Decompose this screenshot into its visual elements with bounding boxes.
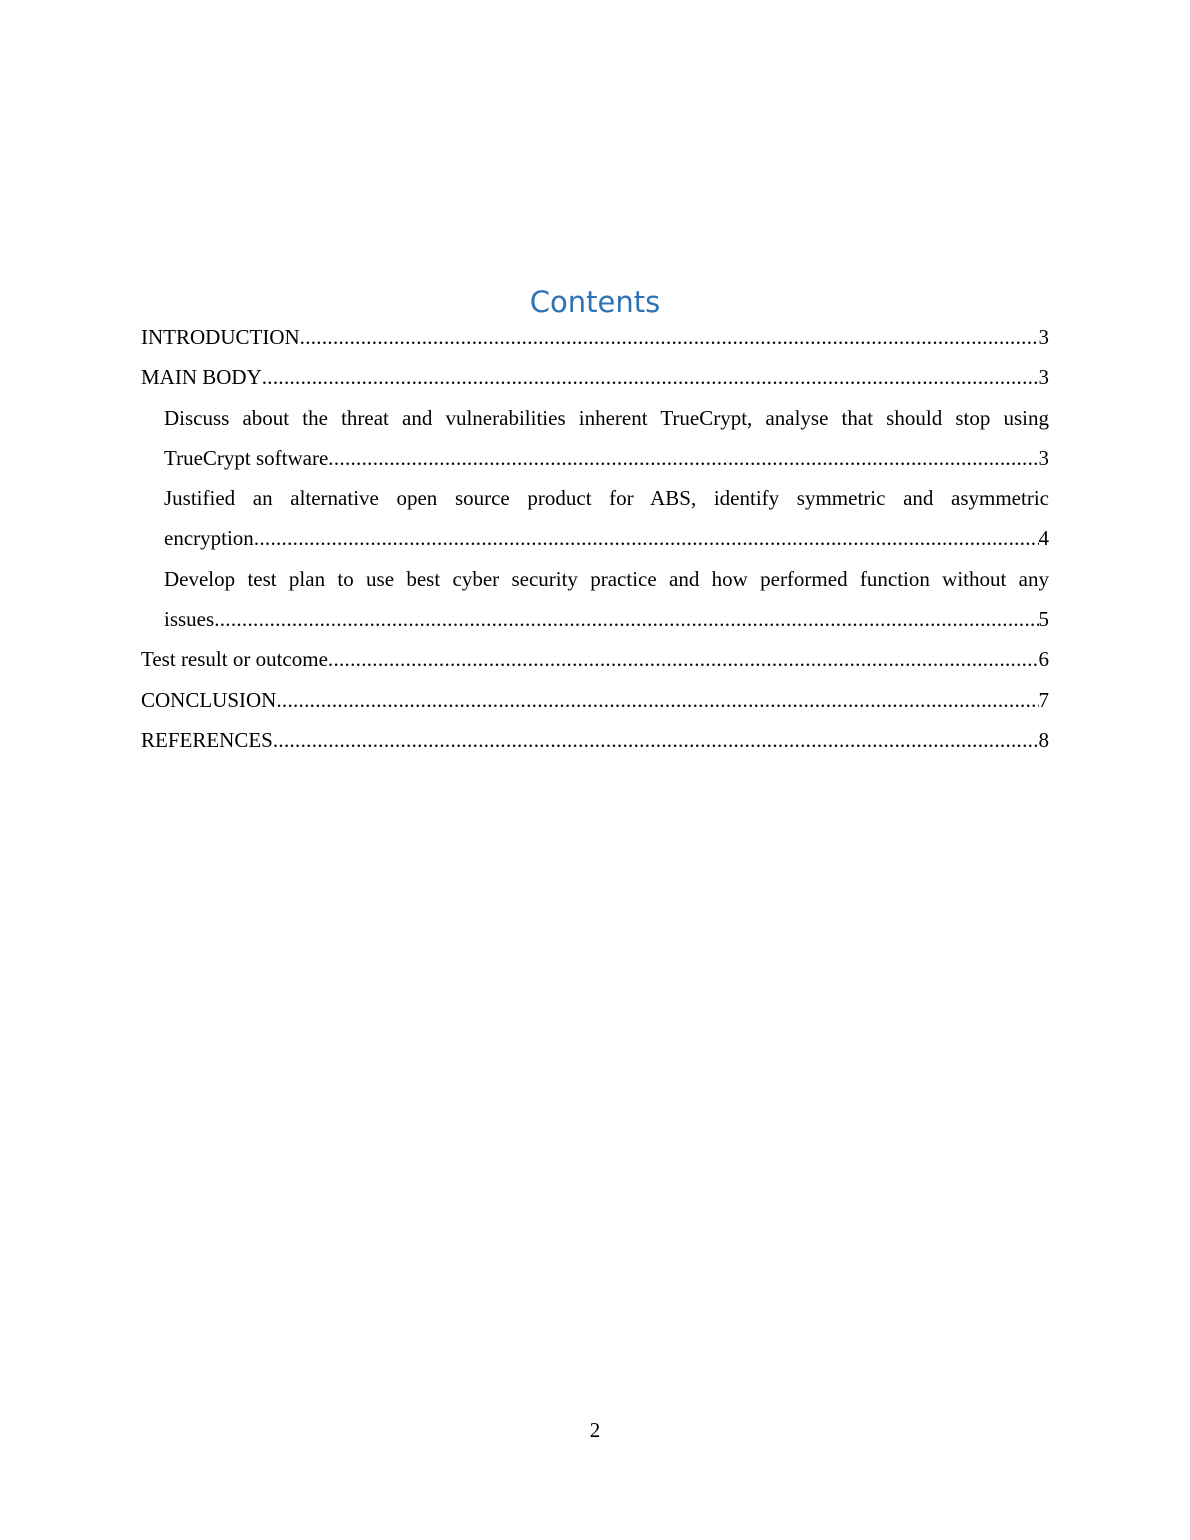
toc-entry-title-line-2: TrueCrypt software xyxy=(164,445,329,470)
toc-entry-title-line-1: Discuss about the threat and vulnerabilities inherent TrueCrypt, analyse that should stop using xyxy=(164,405,1049,430)
toc-dot-leader xyxy=(276,680,1038,720)
toc-entry-line xyxy=(141,639,1049,679)
toc-entry-line xyxy=(164,599,1049,639)
toc-entry-conclusion[interactable] xyxy=(141,680,1049,720)
toc-entry-references[interactable] xyxy=(141,720,1049,760)
toc-entry-threats-vulnerabilities[interactable] xyxy=(164,398,1049,479)
page-number: 2 xyxy=(589,1418,601,1442)
toc-entry-title: CONCLUSION xyxy=(141,687,277,712)
toc-entry-page: 4 xyxy=(1038,526,1049,551)
toc-entry-title: INTRODUCTION xyxy=(141,325,300,349)
toc-entry-page: 3 xyxy=(1038,445,1049,470)
toc-title: Contents xyxy=(529,285,661,319)
toc-entry-line xyxy=(141,317,1049,357)
toc-entry-test-result[interactable] xyxy=(141,639,1049,679)
toc-entry-page: 8 xyxy=(1038,727,1049,752)
toc-entry-title: REFERENCES xyxy=(141,727,273,752)
toc-entry-page: 7 xyxy=(1038,687,1049,712)
toc-dot-leader xyxy=(273,720,1039,760)
toc-entry-introduction[interactable] xyxy=(141,317,1049,357)
toc-entry-alternative-product[interactable] xyxy=(164,478,1049,559)
table-of-contents xyxy=(141,317,1049,760)
toc-entry-page: 5 xyxy=(1038,607,1049,632)
toc-dot-leader xyxy=(262,357,1039,397)
toc-entry-title-line-1: Develop test plan to use best cyber security practice and how performed function without any xyxy=(164,566,1049,591)
toc-entry-page: 3 xyxy=(1038,365,1049,390)
toc-entry-title: Test result or outcome xyxy=(141,647,328,672)
toc-entry-main-body[interactable] xyxy=(141,357,1049,397)
toc-dot-leader xyxy=(300,317,1039,357)
toc-entry-line xyxy=(141,357,1049,397)
toc-dot-leader xyxy=(328,438,1038,478)
toc-dot-leader xyxy=(328,639,1039,679)
toc-entry-title-line-2: issues xyxy=(164,607,215,632)
toc-dot-leader xyxy=(254,518,1039,558)
toc-entry-line xyxy=(164,518,1049,558)
toc-dot-leader xyxy=(214,599,1038,639)
toc-entry-title: MAIN BODY xyxy=(141,365,262,390)
toc-entry-test-plan[interactable] xyxy=(164,559,1049,640)
toc-entry-page: 6 xyxy=(1038,647,1049,672)
toc-entry-title-line-2: encryption xyxy=(164,526,254,551)
toc-entry-title-line-1: Justified an alternative open source product for ABS, identify symmetric and asymmetric xyxy=(164,486,1049,511)
toc-entry-line xyxy=(164,438,1049,478)
toc-entry-line xyxy=(141,680,1049,720)
toc-entry-line xyxy=(141,720,1049,760)
toc-entry-page: 3 xyxy=(1038,325,1049,349)
